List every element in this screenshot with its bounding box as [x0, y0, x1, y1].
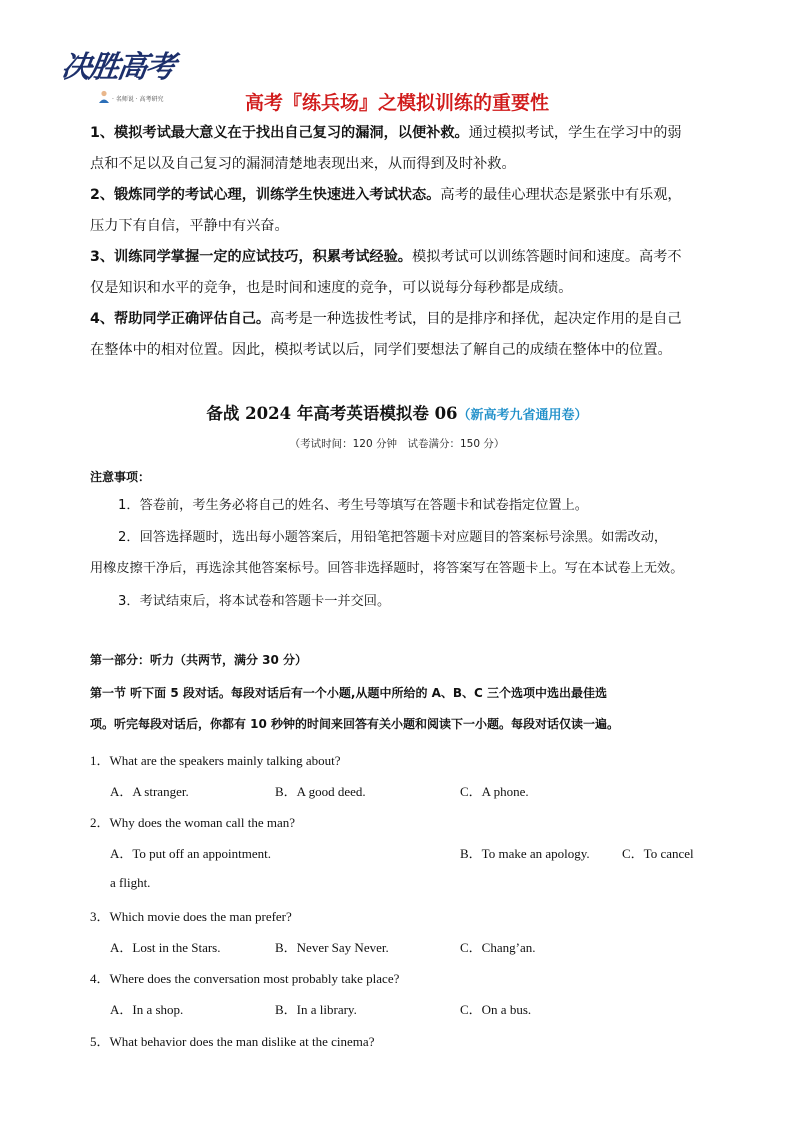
banner-title: 高考『练兵场』之模拟训练的重要性 — [244, 92, 549, 114]
exam-subtitle: （考试时间：120 分钟 试卷满分：150 分） — [289, 438, 505, 450]
question-2-stem: 2．Why does the woman call the man? — [90, 815, 296, 830]
question-3-stem: 3．Which movie does the man prefer? — [90, 909, 292, 924]
note-item-2: 2．回答选择题时，选出每小题答案后，用铅笔把答题卡对应题目的答案标号涂黑。如需改动， 用橡皮擦干净后，再选涂其他答案标号。回答非选择题时，将答案写在答题卡上。写在本试卷上无效。 — [90, 530, 684, 576]
question-4-option-c: C．On a bus. — [460, 1002, 532, 1017]
question-1-stem: 1．What are the speakers mainly talking about? — [90, 753, 341, 768]
question-5-stem: 5．What behavior does the man dislike at the cinema? — [90, 1034, 375, 1049]
logo-text: 决胜高考 — [59, 50, 176, 85]
part1-heading: 第一部分：听力（共两节，满分 30 分） — [90, 653, 308, 667]
question-1-option-b: B．A good deed. — [275, 784, 366, 799]
note-item-3: 3．考试结束后，将本试卷和答题卡一并交回。 — [118, 594, 391, 609]
intro-paragraph-4: 4、帮助同学正确评估自己。高考是一种选拔性考试，目的是排序和择优，起决定作用的是自己 在整体中的相对位置。因此，模拟考试以后，同学们要想法了解自己的成绩在整体中的位置。 — [90, 311, 682, 358]
question-4-option-a: A．In a shop. — [110, 1002, 184, 1017]
logo-subtext: · 名师说 · 高考研究 — [112, 96, 164, 103]
intro-paragraph-2: 2、锻炼同学的考试心理，训练学生快速进入考试状态。高考的最佳心理状态是紧张中有乐观， 压力下有自信，平静中有兴奋。 — [90, 187, 682, 234]
question-2-option-c-continued: a flight. — [110, 875, 151, 890]
question-4-option-b: B．In a library. — [275, 1002, 357, 1017]
exam-title-note: （新高考九省通用卷） — [457, 408, 588, 423]
intro-paragraph-1: 1、模拟考试最大意义在于找出自己复习的漏洞，以便补救。通过模拟考试，学生在学习中的弱 点和不足以及自己复习的漏洞清楚地表现出来，从而得到及时补救。 — [90, 125, 682, 172]
question-3-option-b: B．Never Say Never. — [275, 940, 389, 955]
question-2-option-b: B．To make an apology. — [460, 846, 590, 861]
notes-heading: 注意事项： — [90, 470, 151, 484]
intro-paragraph-3: 3、训练同学掌握一定的应试技巧，积累考试经验。模拟考试可以训练答题时间和速度。高考不 仅是知识和水平的竞争，也是时间和速度的竞争，可以说每分每秒都是成绩。 — [90, 249, 682, 296]
question-1-option-a: A．A stranger. — [110, 784, 189, 799]
question-4-stem: 4．Where does the conversation most probably take place? — [90, 971, 400, 986]
question-1-option-c: C．A phone. — [460, 784, 529, 799]
question-3-option-c: C．Chang’an. — [460, 940, 536, 955]
question-2-option-a: A．To put off an appointment. — [110, 846, 271, 861]
note-item-1: 1．答卷前，考生务必将自己的姓名、考生号等填写在答题卡和试卷指定位置上。 — [118, 498, 588, 513]
section1-instructions: 第一节 听下面 5 段对话。每段对话后有一个小题,从题中所给的 A、B、C 三个选项中选出最佳选 项。听完每段对话后，你都有 10 秒钟的时间来回答有关小题和阅读下一小题。每段对话仅读一遍。 — [90, 686, 620, 731]
exam-title: 备战 2024 年高考英语模拟卷 06（新高考九省通用卷） — [206, 404, 588, 423]
question-3-option-a: A．Lost in the Stars. — [110, 940, 221, 955]
question-2-option-c: C．To cancel — [622, 846, 694, 861]
